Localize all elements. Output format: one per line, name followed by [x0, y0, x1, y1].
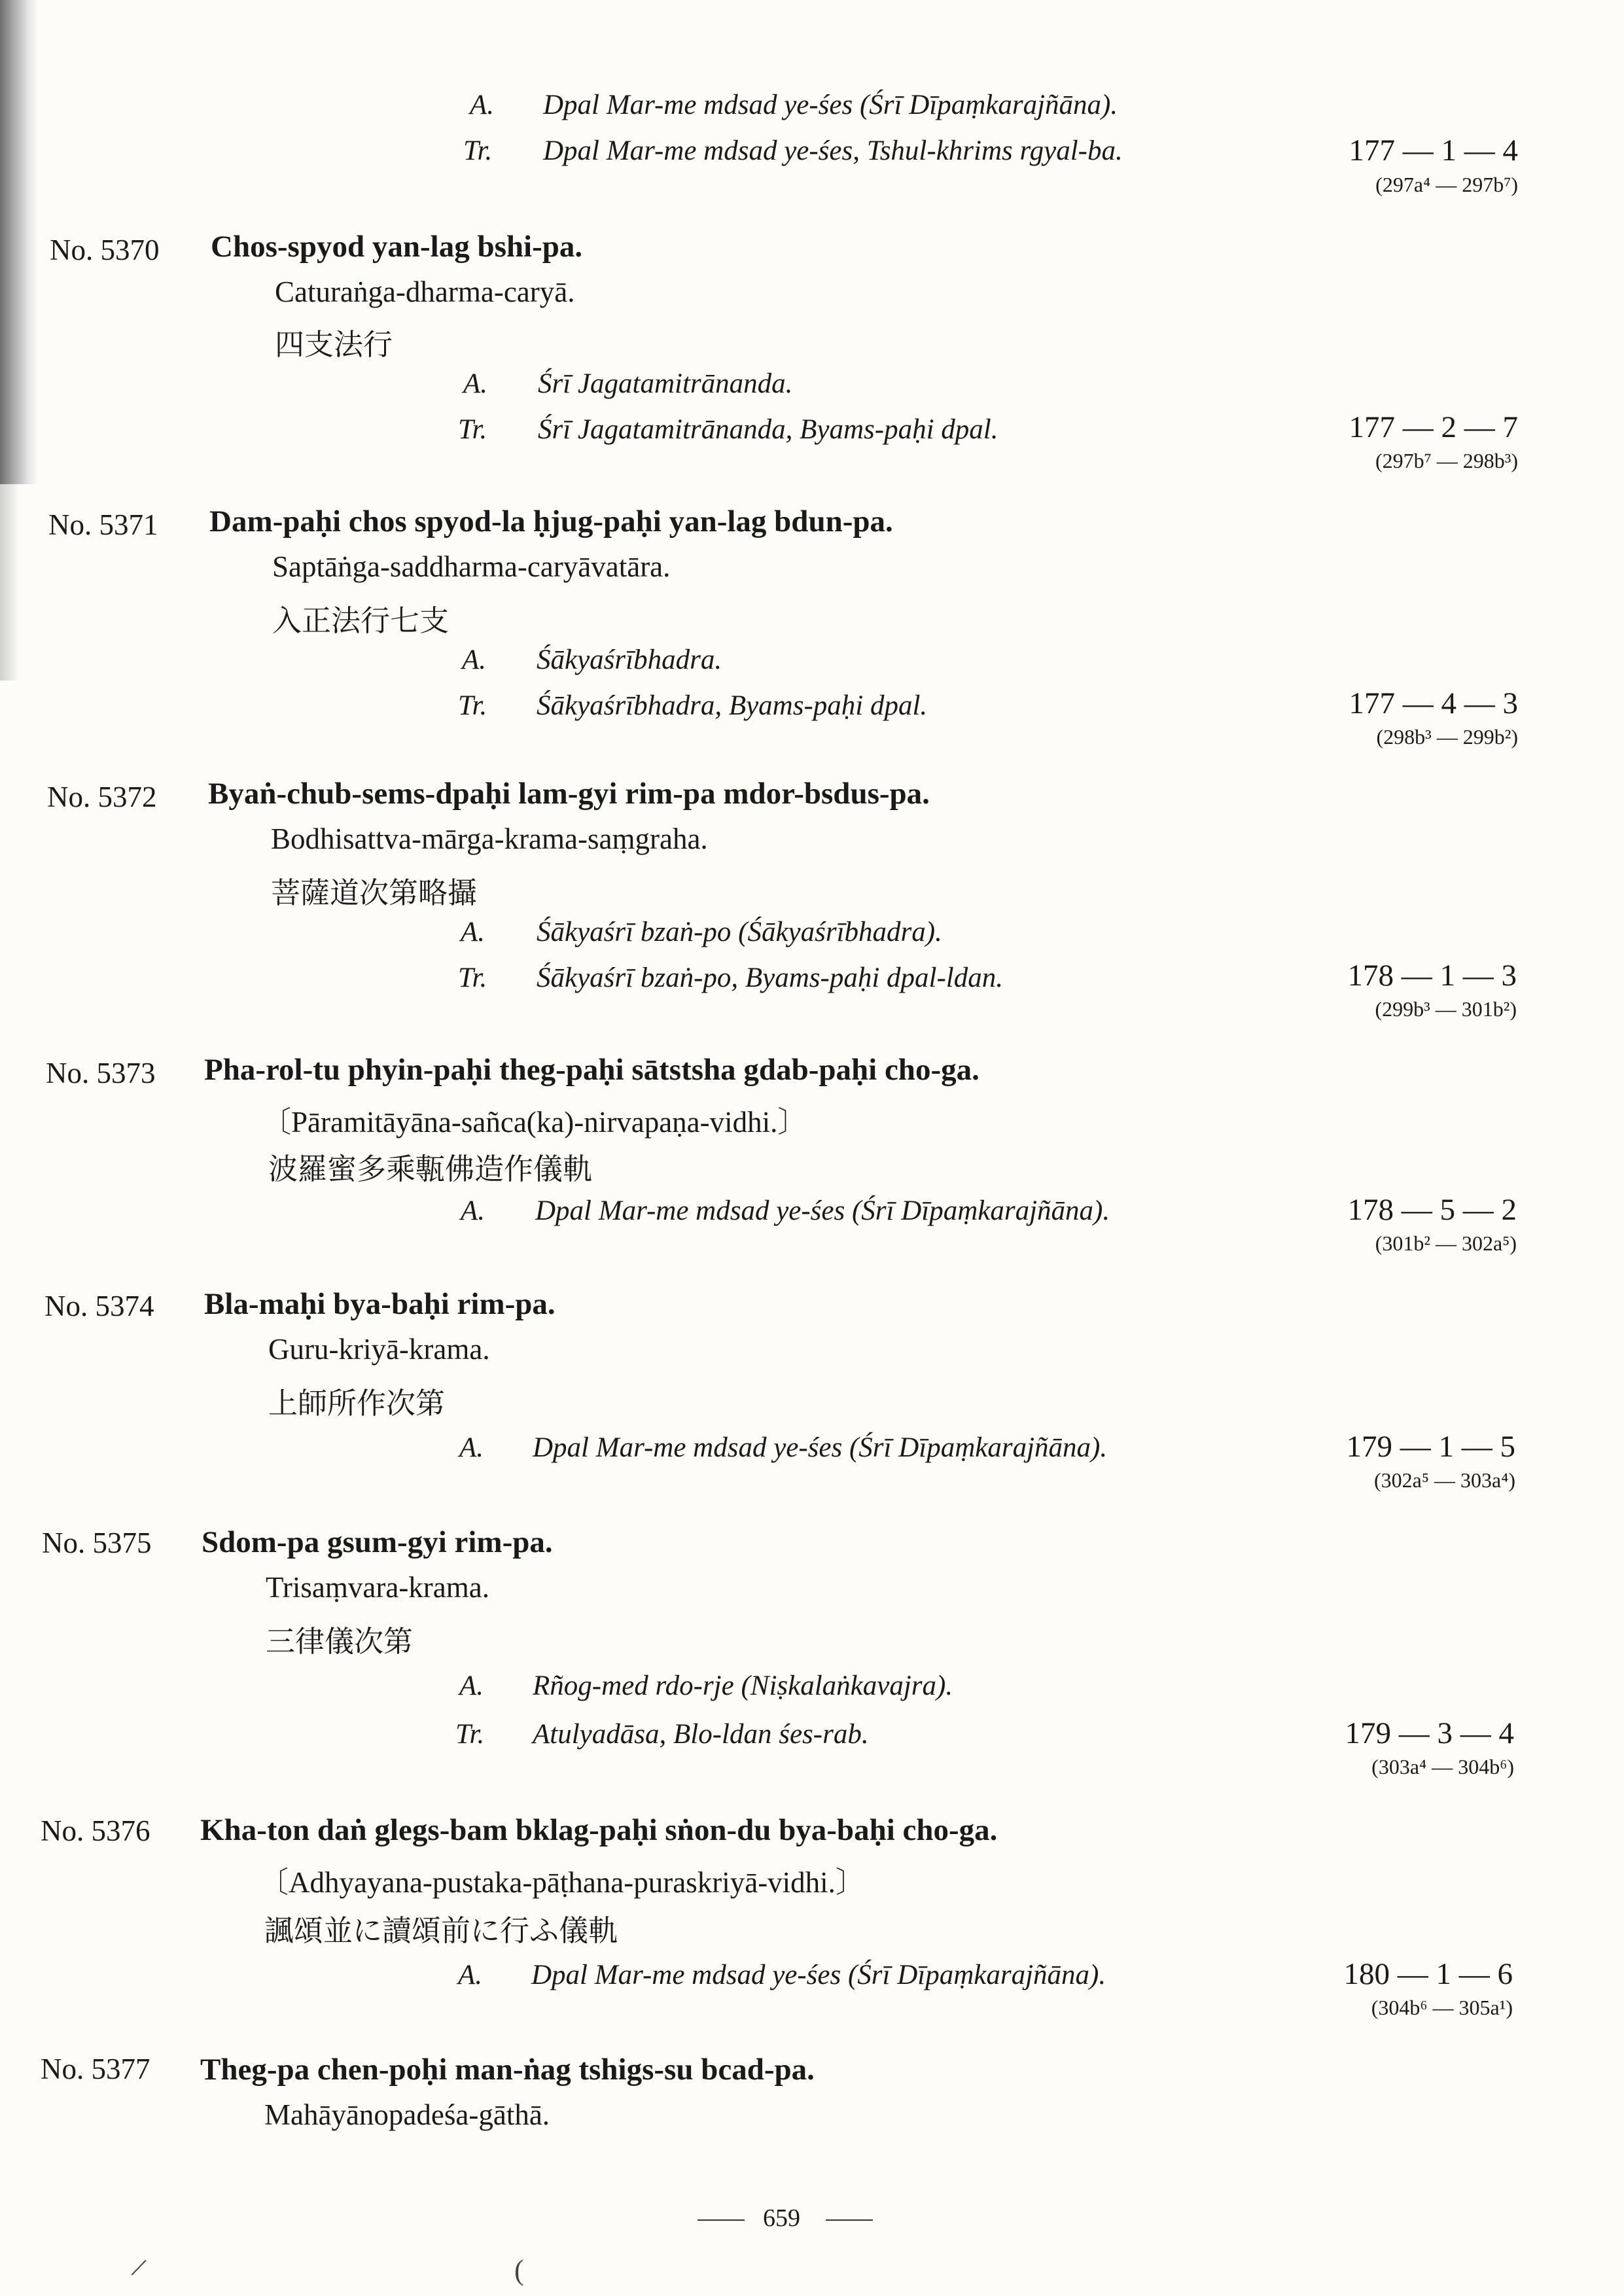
folio-range: (301b² — 302a⁵)	[1375, 1231, 1517, 1255]
folio-range: (297a⁴ — 297b⁷)	[1375, 173, 1518, 196]
author-line: Śākyaśrībhadra.	[537, 645, 722, 675]
page-number: 659	[763, 2204, 800, 2232]
role-label: A.	[461, 917, 485, 947]
entry-number: No. 5377	[41, 2053, 150, 2085]
author-line: Dpal Mar-me mdsad ye-śes (Śrī Dīpaṃkarajñāna).	[535, 1195, 1110, 1226]
chinese-title: 波羅蜜多乘甎佛造作儀軌	[268, 1152, 593, 1186]
scan-shadow	[0, 0, 38, 484]
sanskrit-title: 〔Pāramitāyāna-sañca(ka)-nirvapaṇa-vidhi.〕	[262, 1106, 807, 1139]
translator-line: Śākyaśrībhadra, Byams-paḥi dpal.	[537, 690, 928, 721]
author-line: Dpal Mar-me mdsad ye-śes (Śrī Dīpaṃkarajñāna).	[543, 90, 1118, 120]
folio-range: (302a⁵ — 303a⁴)	[1373, 1468, 1515, 1492]
role-label: A.	[463, 368, 488, 399]
entry-title: Dam-paḥi chos spyod-la ḥjug-paḥi yan-lag bdun-pa.	[209, 504, 893, 539]
volume-reference: 177 — 1 — 4	[1349, 133, 1518, 168]
role-label: A.	[458, 1960, 483, 1990]
author-line: Dpal Mar-me mdsad ye-śes (Śrī Dīpaṃkarajñāna).	[533, 1432, 1108, 1463]
translator-line: Dpal Mar-me mdsad ye-śes, Tshul-khrims rgyal-ba.	[543, 135, 1123, 166]
sanskrit-title: Bodhisattva-mārga-krama-saṃgraha.	[271, 822, 708, 855]
entry-number: No. 5371	[48, 508, 158, 541]
translator-line: Atulyadāsa, Blo-ldan śes-rab.	[533, 1719, 869, 1750]
role-label: Tr.	[458, 963, 487, 993]
entry-number: No. 5370	[50, 234, 160, 266]
volume-reference: 178 — 5 — 2	[1347, 1193, 1517, 1227]
entry-title: Sdom-pa gsum-gyi rim-pa.	[202, 1525, 553, 1559]
role-label: A.	[459, 1432, 484, 1463]
role-label: Tr.	[455, 1719, 485, 1750]
volume-reference: 179 — 1 — 5	[1346, 1430, 1515, 1464]
chinese-title: 上師所作次第	[268, 1386, 446, 1421]
volume-reference: 178 — 1 — 3	[1347, 959, 1517, 993]
chinese-title: 四支法行	[275, 327, 393, 362]
translator-line: Śākyaśrī bzaṅ-po, Byams-paḥi dpal-ldan.	[537, 963, 1004, 993]
role-label: A.	[461, 1195, 485, 1226]
entry-number: No. 5376	[41, 1814, 150, 1847]
role-label: Tr.	[463, 135, 493, 166]
page-number-rule-left	[697, 2219, 745, 2221]
sanskrit-title: Guru-kriyā-krama.	[268, 1333, 490, 1366]
stray-mark: (	[514, 2254, 524, 2286]
entry-number: No. 5372	[47, 781, 157, 813]
role-label: Tr.	[458, 414, 487, 445]
entry-title: Kha-ton daṅ glegs-bam bklag-paḥi sṅon-du bya-baḥi cho-ga.	[200, 1813, 998, 1847]
chinese-title: 諷頌並に讀頌前に行ふ儀軌	[264, 1913, 618, 1948]
volume-reference: 177 — 2 — 7	[1349, 410, 1518, 444]
author-line: Śrī Jagatamitrānanda.	[538, 368, 793, 399]
chinese-title: 三律儀次第	[266, 1624, 414, 1659]
entry-number: No. 5373	[46, 1057, 156, 1089]
folio-range: (298b³ — 299b²)	[1376, 725, 1518, 749]
sanskrit-title: 〔Adhyayana-pustaka-pāṭhana-puraskriyā-vidhi.〕	[259, 1866, 865, 1899]
translator-line: Śrī Jagatamitrānanda, Byams-paḥi dpal.	[538, 414, 998, 445]
role-label: A.	[459, 1670, 484, 1701]
volume-reference: 177 — 4 — 3	[1349, 686, 1518, 720]
stray-mark: /	[128, 2251, 150, 2284]
sanskrit-title: Saptāṅga-saddharma-caryāvatāra.	[272, 550, 671, 583]
role-label: A.	[470, 90, 495, 120]
page-number-rule-right	[826, 2219, 873, 2221]
entry-title: Bla-maḥi bya-baḥi rim-pa.	[204, 1287, 556, 1321]
chinese-title: 入正法行七支	[272, 603, 450, 638]
entry-title: Pha-rol-tu phyin-paḥi theg-paḥi sātstsha gdab-paḥi cho-ga.	[204, 1053, 980, 1087]
author-line: Śākyaśrī bzaṅ-po (Śākyaśrībhadra).	[537, 917, 942, 947]
sanskrit-title: Caturaṅga-dharma-caryā.	[275, 275, 575, 308]
author-line: Dpal Mar-me mdsad ye-śes (Śrī Dīpaṃkarajñāna).	[531, 1960, 1106, 1990]
folio-range: (297b⁷ — 298b³)	[1375, 449, 1518, 472]
scan-shadow	[0, 484, 20, 680]
sanskrit-title: Trisaṃvara-krama.	[266, 1571, 489, 1604]
entry-title: Byaṅ-chub-sems-dpaḥi lam-gyi rim-pa mdor-bsdus-pa.	[208, 777, 930, 811]
entry-number: No. 5374	[44, 1290, 154, 1322]
entry-number: No. 5375	[42, 1527, 152, 1559]
entry-title: Theg-pa chen-poḥi man-ṅag tshigs-su bcad-pa.	[200, 2053, 815, 2087]
sanskrit-title: Mahāyānopadeśa-gāthā.	[264, 2098, 550, 2131]
role-label: A.	[462, 645, 487, 675]
folio-range: (299b³ — 301b²)	[1375, 997, 1517, 1021]
entry-title: Chos-spyod yan-lag bshi-pa.	[211, 230, 583, 264]
chinese-title: 菩薩道次第略攝	[271, 875, 478, 910]
author-line: Rñog-med rdo-rje (Niṣkalaṅkavajra).	[533, 1670, 953, 1701]
role-label: Tr.	[458, 690, 487, 721]
folio-range: (303a⁴ — 304b⁶)	[1371, 1755, 1514, 1778]
folio-range: (304b⁶ — 305a¹)	[1371, 1996, 1513, 2019]
volume-reference: 179 — 3 — 4	[1345, 1716, 1514, 1750]
volume-reference: 180 — 1 — 6	[1343, 1957, 1513, 1991]
